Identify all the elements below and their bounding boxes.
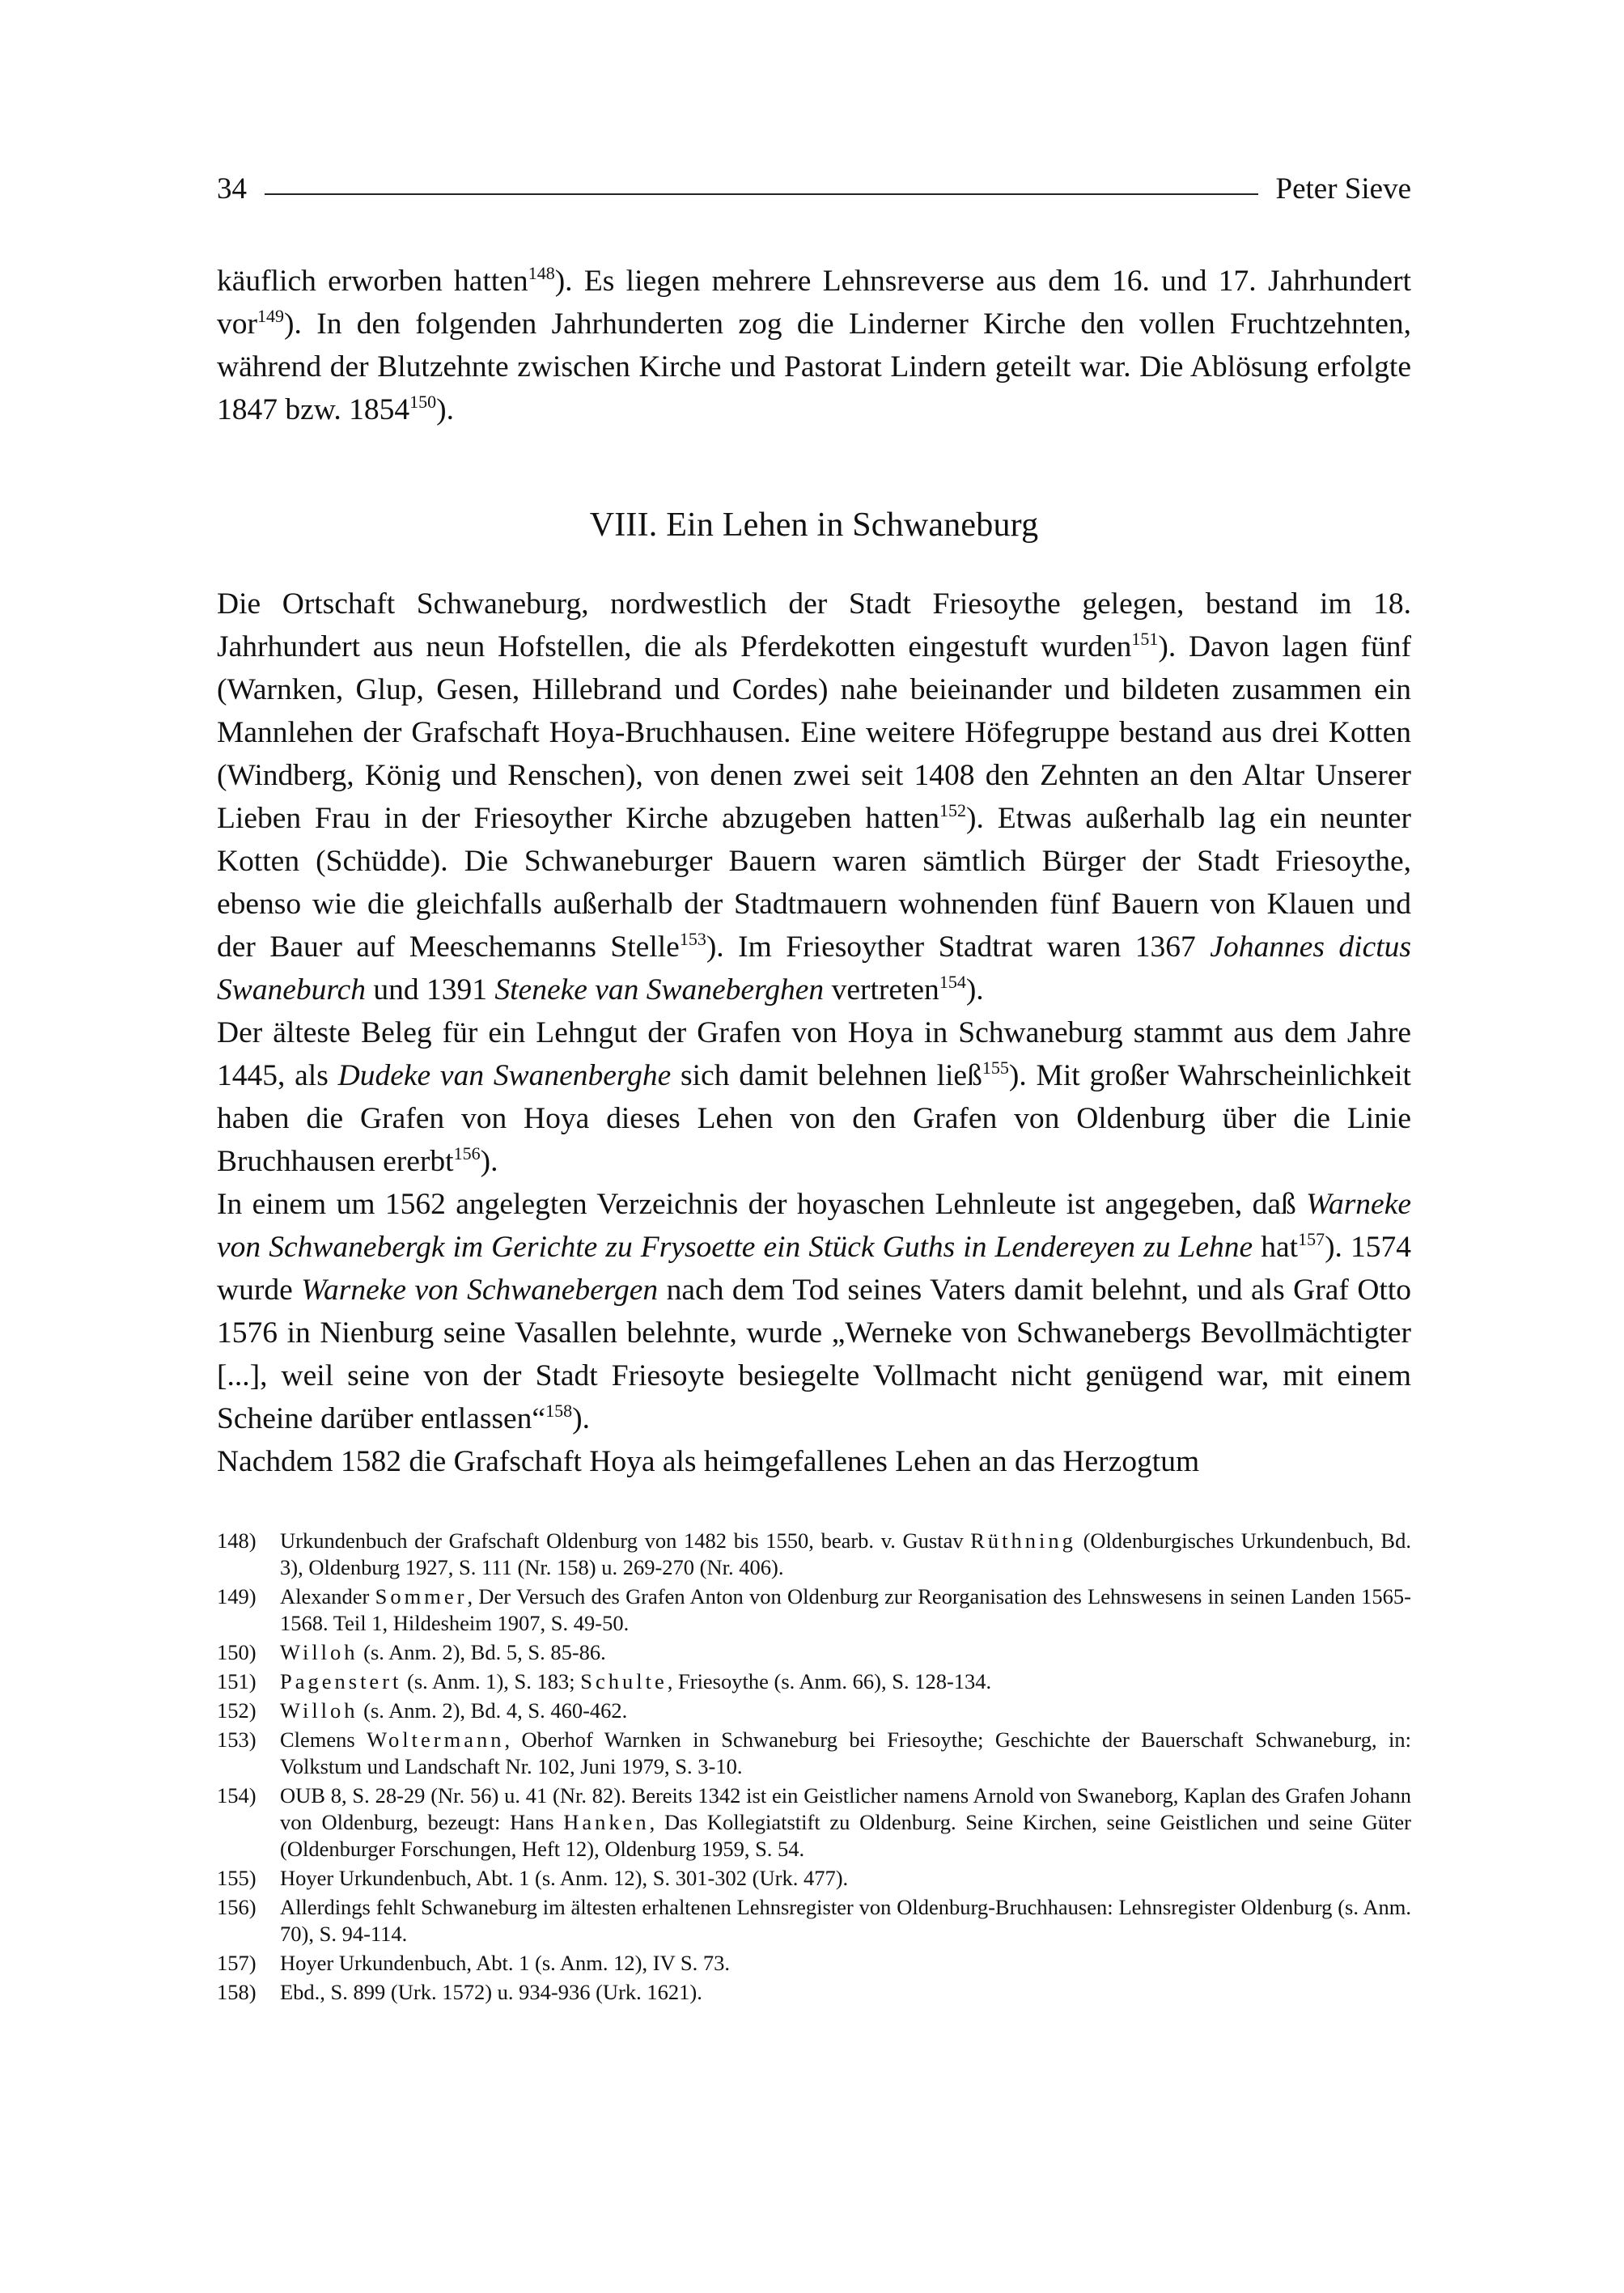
footnote-154: 154) OUB 8, S. 28-29 (Nr. 56) u. 41 (Nr. 82). Bereits 1342 ist ein Geistlicher namens Arnold von Swaneborg, Kaplan des Grafen Johann von Oldenburg, bezeugt: Hans Hanken, Das Kollegiatstift zu Oldenburg. Seine Kirchen, seine Geistlichen und seine Güter (Oldenburger Forschungen, Heft 12), Oldenburg 1959, S. 54. <box>217 1783 1411 1861</box>
paragraph-4: Nachdem 1582 die Grafschaft Hoya als heimgefallenes Lehen an das Herzogtum <box>217 1445 1200 1478</box>
header-rule <box>265 193 1258 195</box>
paragraph-1: Die Ortschaft Schwaneburg, nordwestlich der Stadt Friesoythe gelegen, bestand im 18. Jahrhundert aus neun Hofstellen, die als Pferdekotten eingestuft wurden$^{151}$). Davon lagen fünf (Warnken, Glup, Gesen, Hillebrand und Cordes) nahe beieinander und bildeten zusammen ein Mannlehen der Grafschaft Hoya-Bruchhausen. Eine weitere Höfegruppe bestand aus drei Kotten (Windberg, König und Renschen), von denen zwei seit 1408 den Zehnten an den Altar Unserer Lieben Frau in der Friesoyther Kirche abzugeben hatten$^{152}$). Etwas außerhalb lag ein neunter Kotten (Schüdde). Die Schwaneburger Bauern waren sämtlich Bürger der Stadt Friesoythe, ebenso wie die gleichfalls außerhalb der Stadtmauern wohnenden fünf Bauern von Klauen und der Bauer auf Meeschemanns Stelle$^{153}$). Im Friesoyther Stadtrat waren 1367 Johannes dictus Swaneburch und 1391 Steneke van Swaneberghen vertreten$^{154}$). <box>217 587 1412 1007</box>
footnote-ref-149[interactable]: 149 <box>257 306 284 326</box>
footnote-157: 157) Hoyer Urkundenbuch, Abt. 1 (s. Anm. 12), IV S. 73. <box>217 1951 730 1975</box>
footnote-156: 156) Allerdings fehlt Schwaneburg im ältesten erhaltenen Lehnsregister von Oldenburg-Bruchhausen: Lehnsregister Oldenburg (s. Anm. 70), S. 94-114. <box>217 1895 1411 1946</box>
footnote-ref-155[interactable]: 155 <box>982 1057 1009 1078</box>
paragraph-3: In einem um 1562 angelegten Verzeichnis der hoyaschen Lehnleute ist angegeben, daß Warneke von Schwanebergk im Gerichte zu Frysoette ein Stück Guths in Lendereyen zu Lehne hat$^{157}$). 1574 wurde Warneke von Schwanebergen nach dem Tod seines Vaters damit belehnt, und als Graf Otto 1576 in Nienburg seine Vasallen belehnte, wurde „Werneke von Schwanebergs Bevollmächtigter [...], weil seine von der Stadt Friesoyte besiegelte Vollmacht nicht genügend war, mit einem Scheine darüber entlassen“$^{158}$). <box>217 1188 1411 1435</box>
footnote-ref-156[interactable]: 156 <box>453 1143 481 1163</box>
footnote-155: 155) Hoyer Urkundenbuch, Abt. 1 (s. Anm. 12), S. 301-302 (Urk. 477). <box>217 1866 849 1890</box>
footnote-148: 148) Urkundenbuch der Grafschaft Oldenburg von 1482 bis 1550, bearb. v. Gustav Rüthning (Oldenburgisches Urkundenbuch, Bd. 3), Oldenburg 1927, S. 111 (Nr. 158) u. 269-270 (Nr. 406). <box>217 1528 1411 1579</box>
footnote-153: 153) Clemens Woltermann, Oberhof Warnken in Schwaneburg bei Friesoythe; Geschichte der Bauerschaft Schwaneburg, in: Volkstum und Landschaft Nr. 102, Juni 1979, S. 3-10. <box>217 1727 1411 1778</box>
footnote-158: 158) Ebd., S. 899 (Urk. 1572) u. 934-936 (Urk. 1621). <box>217 1980 702 2004</box>
footnotes <box>217 1528 1411 2008</box>
footnote-152: 152) Willoh (s. Anm. 2), Bd. 4, S. 460-462. <box>217 1698 628 1723</box>
footnote-ref-151[interactable]: 151 <box>1131 629 1159 649</box>
body-text <box>217 260 1411 1483</box>
intro-paragraph: käuflich erworben hatten$^{148}$). Es liegen mehrere Lehnsreverse aus dem 16. und 17. Jahrhundert vor$^{149}$). In den folgenden Jahrhunderten zog die Linderner Kirche den vollen Fruchtzehnten, während der Blutzehnte zwischen Kirche und Pastorat Lindern geteilt war. Die Ablösung erfolgte 1847 bzw. 1854$^{150}$). <box>217 263 1411 426</box>
footnote-ref-148[interactable]: 148 <box>528 263 555 283</box>
footnote-ref-158[interactable]: 158 <box>545 1401 573 1421</box>
header-author: Peter Sieve <box>1275 172 1411 206</box>
paragraph-2: Der älteste Beleg für ein Lehngut der Grafen von Hoya in Schwaneburg stammt aus dem Jahre 1445, als Dudeke van Swanenberghe sich damit belehnen ließ$^{155}$). Mit großer Wahrscheinlichkeit haben die Grafen von Hoya dieses Lehen von den Grafen von Oldenburg über die Linie Bruchhausen ererbt$^{156}$). <box>217 1016 1411 1178</box>
footnote-ref-152[interactable]: 152 <box>939 800 967 820</box>
footnote-150: 150) Willoh (s. Anm. 2), Bd. 5, S. 85-86. <box>217 1640 606 1664</box>
footnote-ref-157[interactable]: 157 <box>1298 1229 1325 1249</box>
section-heading: VIII. Ein Lehen in Schwaneburg <box>589 506 1039 544</box>
running-header <box>217 166 1411 206</box>
footnote-149: 149) Alexander Sommer, Der Versuch des Grafen Anton von Oldenburg zur Reorganisation des Lehnswesens in seinen Landen 1565-1568. Teil 1, Hildesheim 1907, S. 49-50. <box>217 1584 1411 1635</box>
footnote-151: 151) Pagenstert (s. Anm. 1), S. 183; Schulte, Friesoythe (s. Anm. 66), S. 128-134. <box>217 1669 992 1693</box>
footnote-ref-154[interactable]: 154 <box>939 972 966 992</box>
page-number: 34 <box>217 172 247 206</box>
footnote-ref-150[interactable]: 150 <box>409 392 437 412</box>
footnote-ref-153[interactable]: 153 <box>679 929 706 949</box>
page-content <box>217 166 1411 1483</box>
